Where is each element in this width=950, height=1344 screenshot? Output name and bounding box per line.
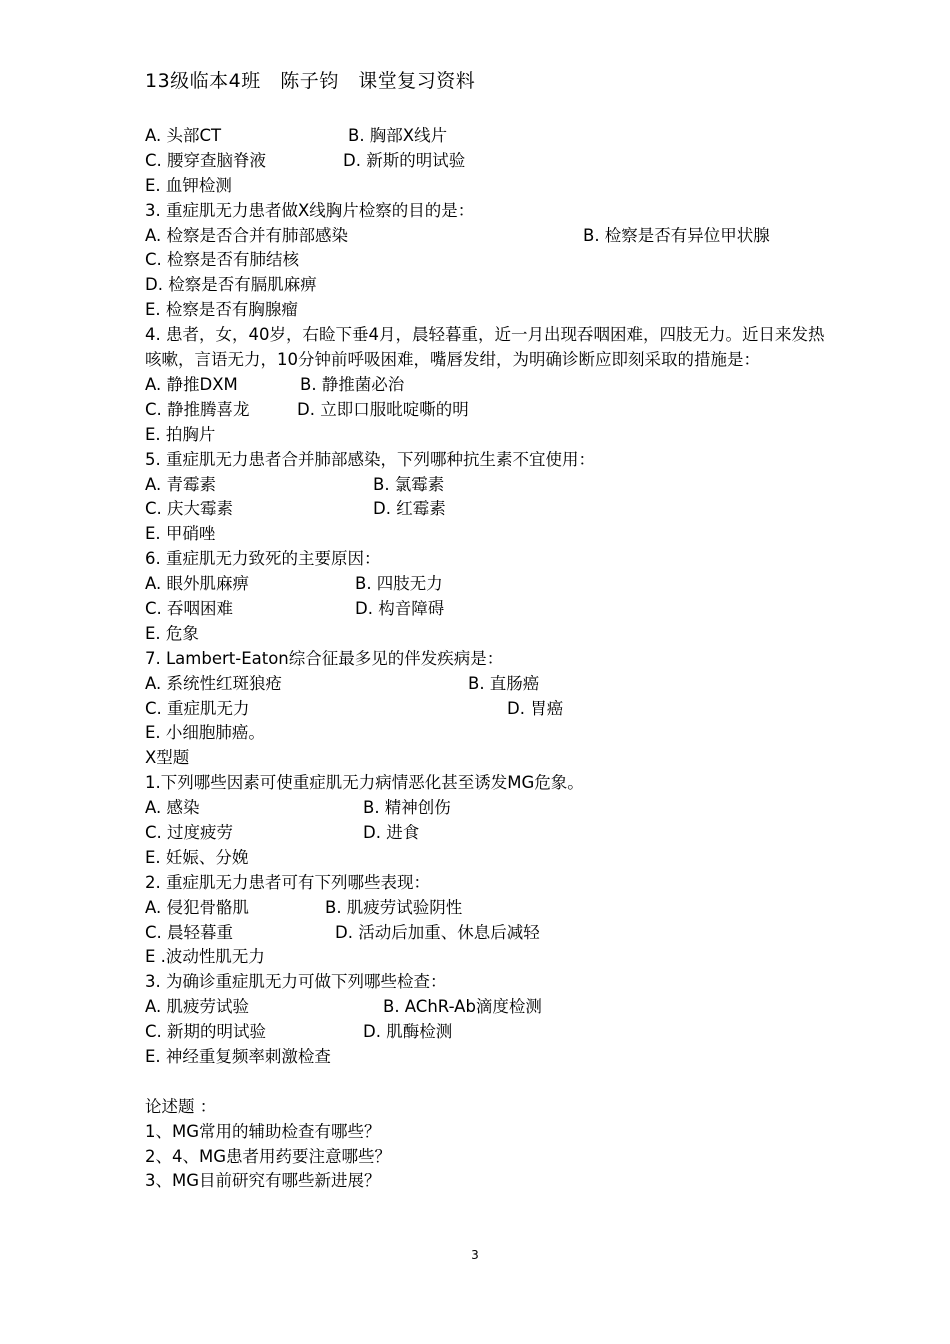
q4-option-d: D. 立即口服吡啶嘶的明 xyxy=(297,399,469,419)
x2-option-d: D. 活动后加重、休息后减轻 xyxy=(335,922,540,942)
essay-item-1: 1、MG常用的辅助检查有哪些？ xyxy=(145,1121,381,1141)
q6-option-d: D. 构音障碍 xyxy=(355,598,445,618)
x1-option-b: B. 精神创伤 xyxy=(363,798,451,818)
q7-option-a: A. 系统性红斑狼疮 xyxy=(145,673,282,693)
essay-title: 论述题 ： xyxy=(145,1096,217,1116)
essay-item-2: 2、4、MG患者用药要注意哪些？ xyxy=(145,1146,392,1166)
x2-options-row-1 xyxy=(145,896,825,921)
x1-options-row-1 xyxy=(145,796,825,821)
x1-option-a: A. 感染 xyxy=(145,798,200,818)
x1-option-e: E. 妊娠、分娩 xyxy=(145,847,249,867)
x1-options-row-2 xyxy=(145,821,825,846)
q3-option-b: B. 检察是否有异位甲状腺 xyxy=(583,225,770,245)
q2-option-d: D. 新斯的明试验 xyxy=(343,150,466,170)
x2-options-row-2 xyxy=(145,921,825,946)
x3-option-a: A. 肌疲劳试验 xyxy=(145,997,249,1017)
q4-option-b: B. 静推菌必治 xyxy=(300,374,405,394)
q7-options-row-1 xyxy=(145,672,825,697)
q2-options-row-2 xyxy=(145,149,825,174)
page-header: 13级临本4班 陈子钧 课堂复习资料 xyxy=(145,70,476,92)
q2-options-row-1 xyxy=(145,124,825,149)
x3-option-c: C. 新期的明试验 xyxy=(145,1022,267,1042)
q6-option-e: E. 危象 xyxy=(145,623,199,643)
x2-stem: 2. 重症肌无力患者可有下列哪些表现： xyxy=(145,872,430,892)
x2-option-e: E .波动性肌无力 xyxy=(145,947,265,967)
q6-option-c: C. 吞咽困难 xyxy=(145,598,234,618)
x1-option-d: D. 进食 xyxy=(363,822,420,842)
x2-option-c: C. 晨轻暮重 xyxy=(145,922,234,942)
q7-options-row-2 xyxy=(145,697,825,722)
x2-option-b: B. 肌疲劳试验阴性 xyxy=(325,897,463,917)
q3-options-row-1 xyxy=(145,224,825,249)
q6-stem: 6. 重症肌无力致死的主要原因： xyxy=(145,549,381,569)
q7-option-b: B. 直肠癌 xyxy=(468,673,540,693)
x2-option-a: A. 侵犯骨骼肌 xyxy=(145,897,249,917)
q5-option-b: B. 氯霉素 xyxy=(373,474,445,494)
q6-option-b: B. 四肢无力 xyxy=(355,574,443,594)
q4-stem: 4. 患者，女，40岁，右睑下垂4月，晨轻暮重，近一月出现吞咽困难，四肢无力。近日来发热咳嗽，言语无力，10分钟前呼吸困难，嘴唇发绀，为明确诊断应即刻采取的措施是： xyxy=(145,325,825,370)
q7-option-c: C. 重症肌无力 xyxy=(145,698,250,718)
q5-option-e: E. 甲硝唑 xyxy=(145,524,216,544)
q7-option-d: D. 胃癌 xyxy=(507,698,564,718)
q3-option-d: D. 检察是否有膈肌麻痹 xyxy=(145,275,317,295)
q2-option-e: E. 血钾检测 xyxy=(145,175,232,195)
x3-options-row-2 xyxy=(145,1020,825,1045)
q4-option-c: C. 静推腾喜龙 xyxy=(145,399,250,419)
essay-item-3: 3、MG目前研究有哪些新进展？ xyxy=(145,1171,381,1191)
q3-stem: 3. 重症肌无力患者做X线胸片检察的目的是： xyxy=(145,200,475,220)
q6-options-row-1 xyxy=(145,572,825,597)
q5-stem: 5. 重症肌无力患者合并肺部感染，下列哪种抗生素不宜使用： xyxy=(145,449,595,469)
x3-option-e: E. 神经重复频率刺激检查 xyxy=(145,1046,331,1066)
x3-options-row-1 xyxy=(145,995,825,1020)
q2-option-c: C. 腰穿查脑脊液 xyxy=(145,150,267,170)
q7-option-e: E. 小细胞肺癌。 xyxy=(145,723,265,743)
q2-option-b: B. 胸部X线片 xyxy=(348,126,448,145)
q4-options-row-2 xyxy=(145,398,825,423)
exam-content xyxy=(145,124,825,1194)
spacer xyxy=(145,1070,825,1095)
q7-stem: 7. Lambert-Eaton综合征最多见的伴发疾病是： xyxy=(145,648,504,668)
q4-option-a: A. 静推DXM xyxy=(145,374,238,394)
q2-option-a: A. 头部CT xyxy=(145,126,222,145)
q3-option-e: E. 检察是否有胸腺瘤 xyxy=(145,300,298,320)
q5-options-row-1 xyxy=(145,473,825,498)
q4-options-row-1 xyxy=(145,373,825,398)
x3-option-b: B. AChR-Ab滴度检测 xyxy=(383,997,542,1017)
q5-option-c: C. 庆大霉素 xyxy=(145,499,234,519)
q6-option-a: A. 眼外肌麻痹 xyxy=(145,574,249,594)
x-section-title: X型题 xyxy=(145,748,190,768)
x3-stem: 3. 为确诊重症肌无力可做下列哪些检查： xyxy=(145,972,447,992)
q5-option-a: A. 青霉素 xyxy=(145,474,216,494)
q3-option-a: A. 检察是否合并有肺部感染 xyxy=(145,225,348,245)
x3-option-d: D. 肌酶检测 xyxy=(363,1022,453,1042)
q3-option-c: C. 检察是否有肺结核 xyxy=(145,250,300,270)
q6-options-row-2 xyxy=(145,597,825,622)
q4-option-e: E. 拍胸片 xyxy=(145,424,216,444)
x1-stem: 1.下列哪些因素可使重症肌无力病情恶化甚至诱发MG危象。 xyxy=(145,773,584,793)
page-number: 3 xyxy=(471,1248,479,1262)
q5-options-row-2 xyxy=(145,497,825,522)
q5-option-d: D. 红霉素 xyxy=(373,499,446,519)
x1-option-c: C. 过度疲劳 xyxy=(145,822,234,842)
